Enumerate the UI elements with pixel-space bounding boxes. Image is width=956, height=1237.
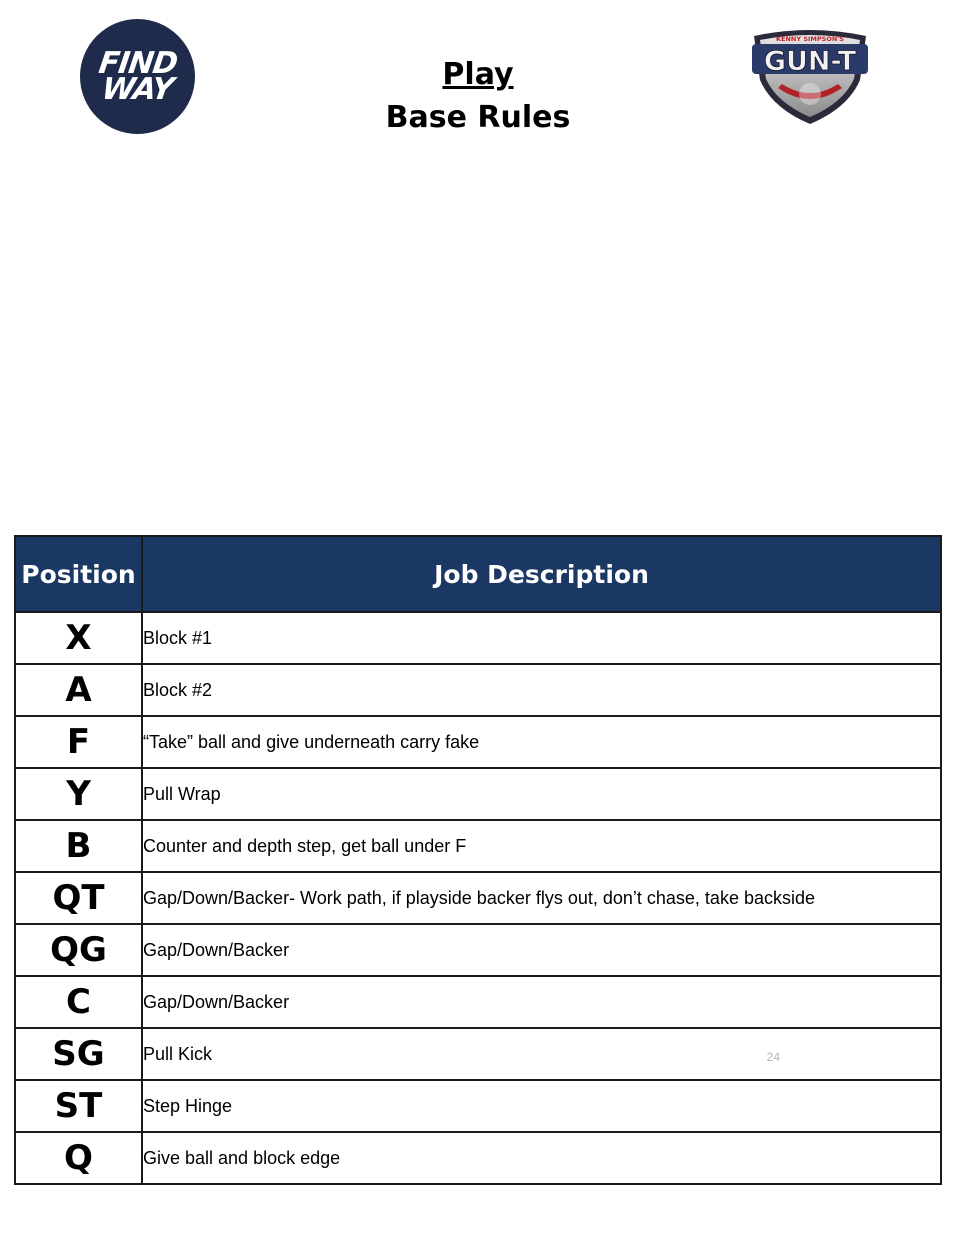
- table-row: [15, 768, 941, 820]
- job-cell: Gap/Down/Backer: [142, 924, 941, 976]
- job-cell: [142, 1028, 941, 1080]
- position-cell: Y: [15, 768, 142, 820]
- position-column-header: Position: [15, 536, 142, 612]
- table-row: [15, 872, 941, 924]
- job-cell: Give ball and block edge: [142, 1132, 941, 1184]
- position-cell: QT: [15, 872, 142, 924]
- table-row: [15, 612, 941, 664]
- table-row: [15, 976, 941, 1028]
- position-cell: A: [15, 664, 142, 716]
- table-row: [15, 1080, 941, 1132]
- position-cell: B: [15, 820, 142, 872]
- title-play: Play: [442, 57, 514, 92]
- findway-logo-line2: WAY: [99, 71, 176, 107]
- table-row: [15, 1028, 941, 1080]
- job-cell: Counter and depth step, get ball under F: [142, 820, 941, 872]
- position-cell: F: [15, 716, 142, 768]
- job-cell: “Take” ball and give underneath carry fake: [142, 716, 941, 768]
- gun-t-logo-top-text: KENNY SIMPSON'S: [776, 35, 844, 43]
- job-cell: Block #1: [142, 612, 941, 664]
- job-text: Pull Kick: [143, 1043, 213, 1064]
- gun-t-logo-main-text: GUN-T: [763, 46, 857, 77]
- position-cell: X: [15, 612, 142, 664]
- job-cell: Block #2: [142, 664, 941, 716]
- gun-t-logo: [748, 26, 872, 126]
- table-row: [15, 664, 941, 716]
- job-cell: Gap/Down/Backer- Work path, if playside backer flys out, don’t chase, take backside: [142, 872, 941, 924]
- table-header-row: [15, 536, 941, 612]
- table-row: [15, 716, 941, 768]
- position-cell: C: [15, 976, 142, 1028]
- job-cell: Gap/Down/Backer: [142, 976, 941, 1028]
- position-cell: Q: [15, 1132, 142, 1184]
- job-cell: Step Hinge: [142, 1080, 941, 1132]
- table-row: [15, 820, 941, 872]
- title-base-rules: Base Rules: [385, 100, 571, 135]
- position-cell: ST: [15, 1080, 142, 1132]
- table-row: [15, 924, 941, 976]
- findway-logo-line1: FIND: [96, 45, 179, 81]
- table-row: [15, 1132, 941, 1184]
- position-cell: SG: [15, 1028, 142, 1080]
- rules-table: [14, 535, 942, 1185]
- position-cell: QG: [15, 924, 142, 976]
- page-number: 24: [766, 1049, 780, 1064]
- job-description-column-header: Job Description: [142, 536, 941, 612]
- job-cell: Pull Wrap: [142, 768, 941, 820]
